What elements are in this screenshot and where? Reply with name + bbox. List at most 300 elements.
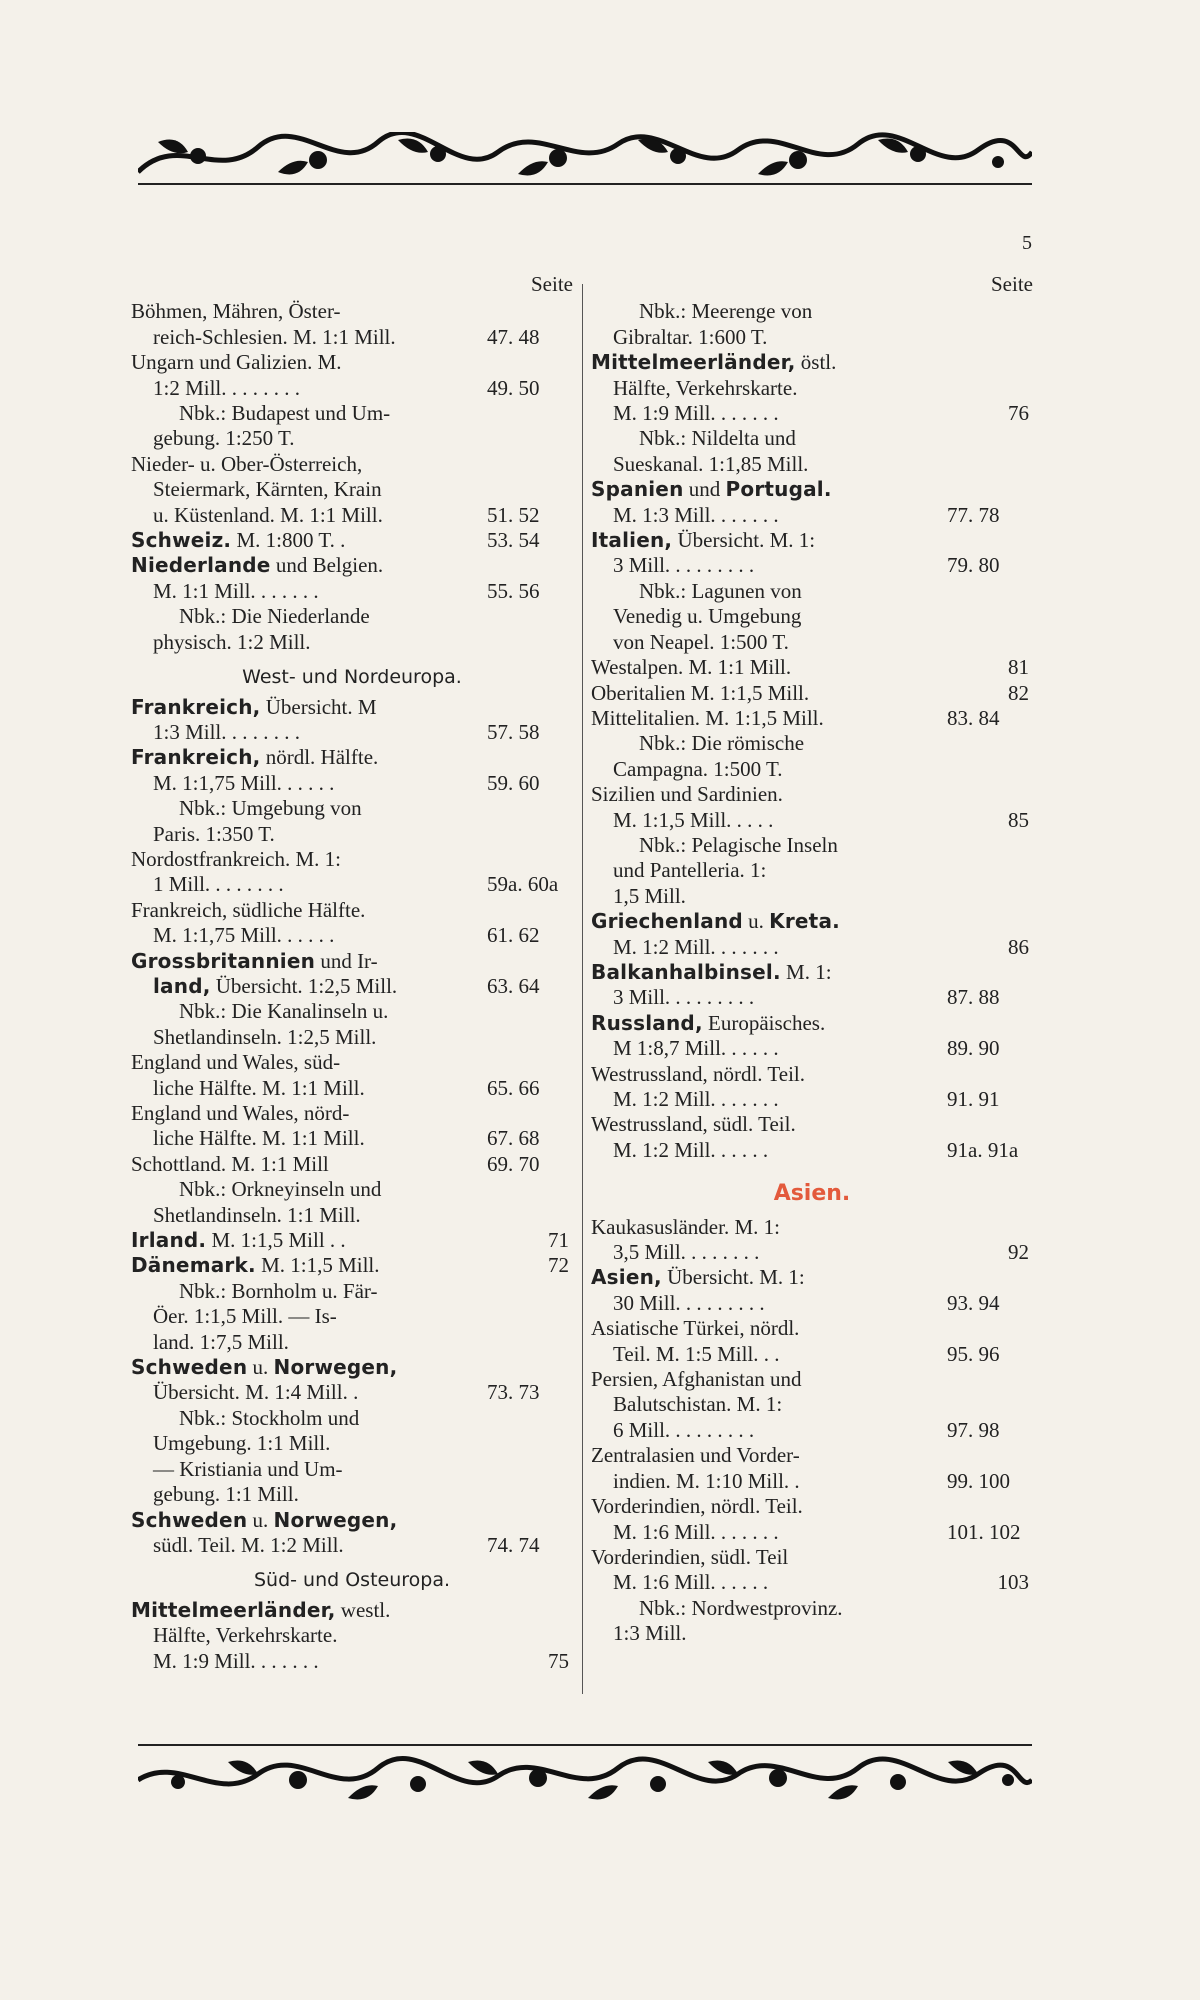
index-entry: [591, 909, 1033, 960]
index-entry: [591, 706, 1033, 731]
page-reference: 72: [548, 1253, 569, 1278]
index-entry: [131, 604, 573, 655]
entry-line-text: Mittelitalien. M. 1:1,5 Mill.: [591, 705, 824, 730]
entry-text: [131, 528, 487, 553]
entry-line: [591, 858, 939, 883]
top-rule: [138, 183, 1032, 185]
entry-line: [591, 1062, 939, 1087]
entry-line-text: Westrussland, nördl. Teil.: [591, 1061, 806, 1086]
entry-line: [131, 401, 479, 426]
page-reference: 53. 54: [487, 528, 540, 553]
page-reference: 99. 100: [947, 1468, 1010, 1493]
top-ornament-border: [138, 132, 1032, 184]
entry-line: [131, 452, 479, 477]
index-entry: [591, 1367, 1033, 1443]
index-entry: [591, 350, 1033, 426]
entry-text: [591, 426, 947, 477]
entry-line: [591, 1367, 939, 1392]
entry-line-text: M. 1:9 Mill. . . . . . .: [153, 1648, 319, 1673]
page-reference: 59a. 60a: [487, 872, 559, 897]
entry-line-rest: und: [683, 477, 726, 502]
entry-line: [131, 1431, 479, 1456]
page-reference: 69. 70: [487, 1151, 540, 1176]
entry-line-text: Nbk.: Lagunen von: [639, 578, 802, 603]
entry-line-text: M. 1:1,75 Mill. . . . . .: [153, 923, 335, 948]
entry-text: [591, 681, 943, 706]
entry-line-rest: u.: [742, 909, 770, 934]
page-reference: 77. 78: [947, 502, 1000, 527]
entry-text: [591, 528, 947, 579]
entry-line: [591, 376, 935, 401]
entry-line: [131, 923, 479, 948]
page-reference: 91a. 91a: [947, 1137, 1019, 1162]
entry-line: [131, 528, 479, 553]
entry-line-text: M. 1:1,75 Mill. . . . . .: [153, 770, 335, 795]
entry-line-text: Nbk.: Budapest und Um-: [179, 401, 391, 426]
entry-line: [591, 1112, 939, 1137]
entry-title: Schweden: [131, 1355, 248, 1380]
entry-line-text: 1 Mill. . . . . . . .: [153, 872, 284, 897]
entry-line: [591, 579, 939, 604]
entry-line-text: und Pantelleria. 1:: [613, 858, 767, 883]
index-entry: [591, 1215, 1033, 1266]
entry-line: [591, 1036, 939, 1061]
entry-line: [131, 1050, 479, 1075]
entry-text: [131, 999, 487, 1050]
entry-text: [131, 1152, 487, 1177]
page-reference: 65. 66: [487, 1075, 540, 1100]
entry-line-text: gebung. 1:1 Mill.: [153, 1482, 299, 1507]
entry-line-text: Steiermark, Kärnten, Krain: [153, 477, 382, 502]
entry-line-text: land. 1:7,5 Mill.: [153, 1329, 289, 1354]
page-reference: 103: [997, 1570, 1029, 1595]
page-reference: 79. 80: [947, 553, 1000, 578]
page-reference: 47. 48: [487, 324, 540, 349]
entry-line: [131, 325, 479, 350]
entry-line-text: — Kristiania und Um-: [153, 1456, 343, 1481]
entry-line-text: Zentralasien und Vorder-: [591, 1443, 800, 1468]
index-entry: [131, 1279, 573, 1355]
entry-line-text: Gibraltar. 1:600 T.: [613, 324, 768, 349]
index-entry: [131, 1598, 573, 1674]
page-reference: 71: [548, 1228, 569, 1253]
entry-text: [591, 1494, 947, 1545]
entry-line-text: Vorderindien, südl. Teil: [591, 1544, 789, 1569]
entry-line-text: M 1:8,7 Mill. . . . . .: [613, 1036, 779, 1061]
entry-line-text: Nbk.: Orkneyinseln und: [179, 1177, 382, 1202]
index-entry: [591, 833, 1033, 909]
entry-line-text: Nbk.: Die Niederlande: [179, 604, 370, 629]
entry-line: [591, 655, 935, 680]
entry-text: [131, 695, 487, 746]
entry-line: [131, 1076, 479, 1101]
entry-line: [591, 1392, 939, 1417]
entry-line: [131, 299, 479, 324]
entry-line: [131, 1623, 475, 1648]
entry-text: [131, 1279, 487, 1355]
entry-text: [591, 579, 947, 655]
entry-line: [131, 579, 479, 604]
entry-line-text: Nieder- u. Ober-Österreich,: [131, 451, 363, 476]
index-entry: [591, 1596, 1033, 1647]
entry-line: [591, 909, 935, 934]
entry-line-text: 6 Mill. . . . . . . . .: [613, 1417, 755, 1442]
entry-line-text: Persien, Afghanistan und: [591, 1367, 802, 1392]
entry-line-text: Übersicht. M. 1:4 Mill. .: [153, 1380, 359, 1405]
entry-line-rest: M. 1:800 T. .: [231, 528, 346, 553]
entry-line-text: Nbk.: Stockholm und: [179, 1405, 360, 1430]
entry-line-text: 1,5 Mill.: [613, 883, 686, 908]
entry-line-text: Nbk.: Die Kanalinseln u.: [179, 999, 389, 1024]
entry-line-text: Venedig u. Umgebung: [613, 604, 802, 629]
index-entry: [131, 553, 573, 604]
page-reference: 55. 56: [487, 578, 540, 603]
entry-line: [131, 872, 479, 897]
entry-line-rest: M. 1:1,5 Mill . .: [206, 1228, 346, 1253]
page-reference: 59. 60: [487, 770, 540, 795]
index-entry: [591, 1443, 1033, 1494]
entry-line: [591, 604, 939, 629]
entry-line: [131, 1177, 479, 1202]
entry-text: [591, 299, 947, 350]
page-reference: 85: [1008, 807, 1029, 832]
entry-line-text: 1:2 Mill. . . . . . . .: [153, 375, 301, 400]
right-column: [591, 272, 1033, 1647]
entry-line-rest: und Ir-: [315, 948, 378, 973]
entry-line-text: Nbk.: Nildelta und: [639, 426, 796, 451]
index-entry: [131, 1177, 573, 1228]
page-reference: 49. 50: [487, 375, 540, 400]
entry-line: [131, 1101, 479, 1126]
entry-line: [591, 477, 939, 502]
index-entry: [131, 452, 573, 528]
entry-line-text: 1:3 Mill.: [613, 1621, 687, 1646]
entry-title: Schweiz.: [131, 528, 232, 553]
entry-title: Balkanhalbinsel.: [591, 959, 781, 984]
left-entries: [131, 299, 573, 1674]
entry-line-text: indien. M. 1:10 Mill. .: [613, 1468, 800, 1493]
entry-line: [131, 1598, 475, 1623]
entry-line-text: 1:3 Mill. . . . . . . .: [153, 719, 301, 744]
entry-text: [131, 1406, 487, 1508]
entry-line: [131, 1203, 479, 1228]
entry-title: Dänemark.: [131, 1253, 256, 1278]
index-entry: [131, 999, 573, 1050]
entry-line: [591, 299, 939, 324]
entry-line-text: Paris. 1:350 T.: [153, 821, 275, 846]
entry-line: [591, 782, 935, 807]
entry-line: [591, 1545, 935, 1570]
entry-text: [591, 960, 947, 1011]
index-entry: [591, 299, 1033, 350]
entry-text: [591, 350, 943, 426]
page-number: 5: [1022, 232, 1032, 254]
page-reference: 76: [1008, 401, 1029, 426]
entry-line-text: Böhmen, Mähren, Öster-: [131, 299, 341, 324]
entry-line: [131, 974, 479, 999]
index-entry: [131, 1253, 573, 1278]
index-entry: [591, 1112, 1033, 1163]
entry-line-text: von Neapel. 1:500 T.: [613, 629, 789, 654]
entry-text: [131, 949, 487, 1000]
index-entry: [591, 655, 1033, 680]
page-reference: 75: [548, 1648, 569, 1673]
entry-text: [131, 898, 487, 949]
entry-line-rest: nördl. Hälfte.: [260, 745, 379, 770]
entry-line-text: M. 1:1,5 Mill. . . . .: [613, 807, 774, 832]
entry-line: [131, 745, 479, 770]
entry-line: [131, 822, 479, 847]
entry-title: Portugal.: [725, 477, 832, 502]
entry-line: [591, 833, 939, 858]
entry-line: [131, 847, 479, 872]
entry-title: Asien,: [591, 1265, 662, 1290]
entry-line: [591, 1240, 935, 1265]
page-reference: 63. 64: [487, 973, 540, 998]
entry-line: [591, 1520, 939, 1545]
entry-line-text: 3 Mill. . . . . . . . .: [613, 985, 755, 1010]
entry-title: Griechenland: [591, 909, 743, 934]
page-reference: 91. 91: [947, 1087, 1000, 1111]
entry-line-text: Öer. 1:1,5 Mill. — Is-: [153, 1304, 337, 1329]
entry-text: [591, 782, 943, 833]
entry-line-text: Balutschistan. M. 1:: [613, 1392, 783, 1417]
entry-line-rest: östl.: [795, 350, 837, 375]
entry-line-rest: Übersicht. 1:2,5 Mill.: [210, 973, 398, 998]
entry-line: [591, 426, 939, 451]
entry-line: [131, 1533, 479, 1558]
index-entry: [131, 1508, 573, 1559]
entry-line-text: Nbk.: Meerenge von: [639, 299, 813, 324]
entry-line-text: Hälfte, Verkehrskarte.: [153, 1623, 338, 1648]
index-entry: [131, 1152, 573, 1177]
index-entry: [591, 681, 1033, 706]
entry-line: [591, 1291, 939, 1316]
page-reference: 89. 90: [947, 1036, 1000, 1061]
entry-line-text: Ungarn und Galizien. M.: [131, 350, 342, 375]
entry-line: [131, 796, 479, 821]
entry-line: [131, 1482, 479, 1507]
entry-title: Italien,: [591, 528, 673, 553]
entry-line: [131, 1508, 479, 1533]
entry-line-text: Nbk.: Pelagische Inseln: [639, 832, 838, 857]
index-entry: [591, 1265, 1033, 1316]
entry-line: [131, 1406, 479, 1431]
entry-line: [131, 1330, 479, 1355]
entry-text: [131, 745, 487, 796]
entry-line: [131, 1649, 475, 1674]
entry-line-text: M. 1:6 Mill. . . . . . .: [613, 1519, 779, 1544]
entry-line: [591, 325, 939, 350]
entry-line-text: Nbk.: Die römische: [639, 731, 805, 756]
entry-line-rest: Übersicht. M: [260, 694, 377, 719]
right-entries: [591, 299, 1033, 1646]
entry-title: Kreta.: [769, 909, 840, 934]
index-entry: [131, 898, 573, 949]
entry-text: [591, 1215, 943, 1266]
entry-text: [131, 1355, 487, 1406]
page-reference: 97. 98: [947, 1417, 1000, 1442]
section-heading: Süd- und Osteuropa.: [253, 1569, 451, 1592]
index-entry: [131, 847, 573, 898]
page-reference: 57. 58: [487, 719, 540, 744]
entry-line-text: Nordostfrankreich. M. 1:: [131, 846, 341, 871]
entry-title: Frankreich,: [131, 694, 261, 719]
index-entry: [591, 1545, 1033, 1596]
entry-line: [131, 1228, 475, 1253]
entry-line-rest: M. 1:1,5 Mill.: [255, 1253, 380, 1278]
left-column: [131, 272, 573, 1674]
entry-line: [591, 452, 939, 477]
entry-text: [131, 452, 487, 528]
seite-header-right: Seite: [991, 272, 1033, 296]
entry-line: [131, 720, 479, 745]
index-entry: [131, 1355, 573, 1406]
entry-line-text: Vorderindien, nördl. Teil.: [591, 1494, 803, 1519]
entry-line: [131, 350, 479, 375]
index-entry: [591, 477, 1033, 528]
index-entry: [131, 299, 573, 350]
entry-line: [131, 695, 479, 720]
entry-title: Norwegen,: [273, 1355, 398, 1380]
index-entry: [131, 1101, 573, 1152]
entry-line: [591, 1621, 939, 1646]
entry-line-text: gebung. 1:250 T.: [153, 426, 295, 451]
entry-line-text: Shetlandinseln. 1:1 Mill.: [153, 1202, 361, 1227]
entry-line-text: Shetlandinseln. 1:2,5 Mill.: [153, 1024, 377, 1049]
entry-line-rest: Übersicht. M. 1:: [661, 1265, 805, 1290]
entry-line: [591, 1316, 939, 1341]
entry-line-text: liche Hälfte. M. 1:1 Mill.: [153, 1075, 365, 1100]
entry-text: [131, 553, 487, 604]
entry-text: [591, 1316, 947, 1367]
entry-text: [591, 1112, 947, 1163]
entry-line: [591, 1265, 939, 1290]
entry-text: [131, 796, 487, 847]
entry-text: [131, 1177, 487, 1228]
index-entry: [131, 745, 573, 796]
entry-line: [591, 731, 939, 756]
entry-text: [591, 1367, 947, 1443]
entry-line: [131, 604, 479, 629]
entry-title: Irland.: [131, 1228, 207, 1253]
entry-line: [131, 503, 479, 528]
page-reference: 93. 94: [947, 1290, 1000, 1315]
entry-line-text: Nbk.: Nordwestprovinz.: [639, 1595, 843, 1620]
entry-line-text: M. 1:2 Mill. . . . . . .: [613, 1087, 779, 1111]
entry-line-text: reich-Schlesien. M. 1:1 Mill.: [153, 324, 396, 349]
entry-line: [591, 808, 935, 833]
page-reference: 86: [1008, 934, 1029, 959]
entry-line-rest: westl.: [335, 1597, 391, 1622]
entry-line: [591, 1138, 939, 1163]
entry-line: [131, 1457, 479, 1482]
entry-line: [591, 1011, 939, 1036]
entry-line: [591, 401, 935, 426]
entry-line-text: u. Küstenland. M. 1:1 Mill.: [153, 502, 383, 527]
entry-line: [591, 681, 935, 706]
entry-line: [131, 949, 479, 974]
entry-line-text: Nbk.: Bornholm u. Fär-: [179, 1278, 378, 1303]
entry-line-text: Hälfte, Verkehrskarte.: [613, 375, 798, 400]
entry-title: Niederlande: [131, 553, 271, 578]
index-entry: [591, 579, 1033, 655]
entry-line-rest: und Belgien.: [270, 553, 384, 578]
entry-text: [591, 909, 943, 960]
index-entry: [131, 695, 573, 746]
entry-line: [131, 376, 479, 401]
entry-line: [131, 898, 479, 923]
entry-line: [591, 757, 939, 782]
entry-line: [591, 1443, 939, 1468]
entry-line-rest: Übersicht. M. 1:: [672, 528, 816, 553]
page-reference: 61. 62: [487, 923, 540, 948]
entry-line: [591, 884, 939, 909]
entry-title: Spanien: [591, 477, 684, 502]
entry-title: Norwegen,: [273, 1507, 398, 1532]
entry-text: [131, 299, 487, 350]
index-entry: [131, 1050, 573, 1101]
entry-text: [131, 1508, 487, 1559]
entry-line-text: Nbk.: Umgebung von: [179, 796, 362, 821]
index-entry: [591, 1062, 1033, 1113]
entry-line-text: 3,5 Mill. . . . . . . .: [613, 1240, 760, 1265]
index-entry: [591, 782, 1033, 833]
index-entry: [591, 1011, 1033, 1062]
entry-text: [591, 706, 947, 731]
entry-line: [591, 1342, 939, 1367]
entry-text: [591, 1596, 947, 1647]
bottom-rule: [138, 1744, 1032, 1746]
entry-title: Frankreich,: [131, 745, 261, 770]
entry-line-text: M. 1:1 Mill. . . . . . .: [153, 578, 319, 603]
entry-line: [591, 630, 939, 655]
entry-line: [131, 1355, 479, 1380]
page-reference: 83. 84: [947, 705, 1000, 730]
index-entry: [131, 401, 573, 452]
entry-line: [131, 1152, 479, 1177]
entry-text: [131, 604, 487, 655]
index-entry: [131, 949, 573, 1000]
index-entry: [131, 528, 573, 553]
entry-line-text: physisch. 1:2 Mill.: [153, 629, 311, 654]
entry-line-rest: Europäisches.: [702, 1010, 826, 1035]
entry-title: Grossbritannien: [131, 948, 316, 973]
entry-line-text: Oberitalien M. 1:1,5 Mill.: [591, 680, 810, 705]
entry-line: [591, 528, 939, 553]
entry-title: land,: [153, 973, 211, 998]
entry-text: [131, 1598, 483, 1674]
entry-text: [131, 1101, 487, 1152]
page-reference: 74. 74: [487, 1532, 540, 1557]
entry-line: [591, 985, 939, 1010]
page-reference: 67. 68: [487, 1126, 540, 1151]
entry-line: [591, 1596, 939, 1621]
entry-line: [591, 1469, 939, 1494]
index-entry: [591, 731, 1033, 782]
entry-line-text: England und Wales, süd-: [131, 1050, 341, 1075]
entry-title: Russland,: [591, 1010, 703, 1035]
entry-line-text: Westrussland, südl. Teil.: [591, 1112, 796, 1137]
entry-line: [131, 1380, 479, 1405]
entry-line-text: M. 1:6 Mill. . . . . .: [613, 1570, 769, 1595]
entry-line: [131, 999, 479, 1024]
column-divider: [582, 284, 583, 1694]
entry-line: [591, 1418, 939, 1443]
entry-line-rest: M. 1:: [780, 959, 832, 984]
index-entry: [131, 350, 573, 401]
page-reference: 51. 52: [487, 502, 540, 527]
